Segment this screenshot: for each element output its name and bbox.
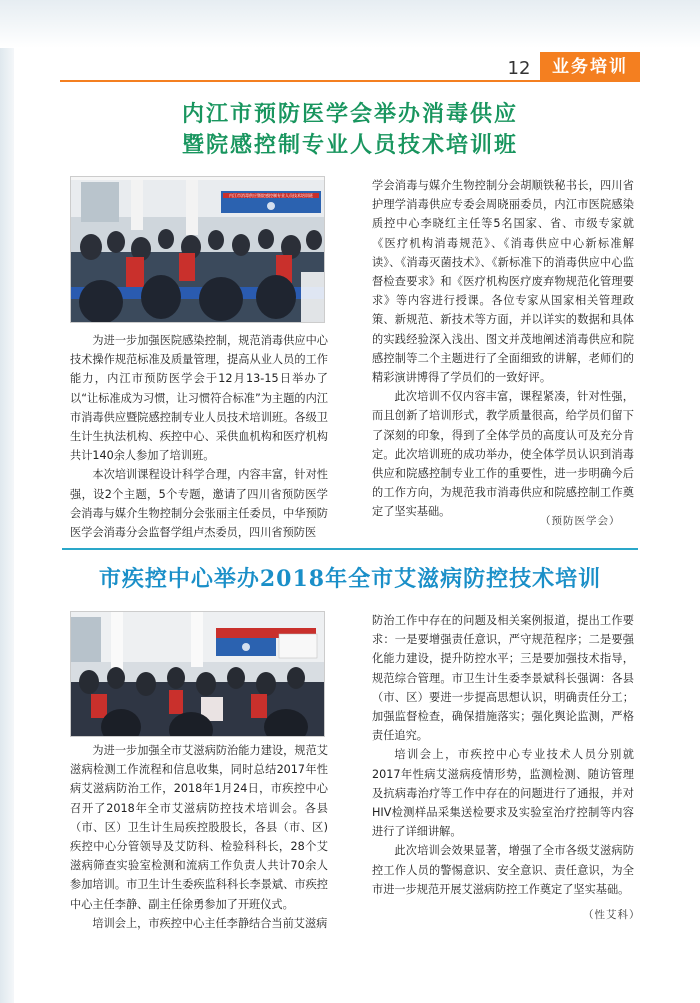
left-margin-stripe [0,0,14,1003]
article1-signature: （预防医学会） [540,515,621,527]
page-number: 12 [507,58,531,79]
article1-title-line1: 内江市预防医学会举办消毒供应 [181,102,518,127]
article1-paragraph: 学会消毒与媒介生物控制分会胡顺铁秘书长，四川省护理学消毒供应专委会周晓丽委员，内江市医院感染质控中心李晓红主任等5名国家、省、市级专家就《医疗机构消毒规范》、《消毒供应中心新标准解读》、《消毒灭菌技术》、《新标准下的消毒供应中心监督检查要求》和《医疗机构医疗废弃物规范化管理要求》等内容进行授课。各位专家从国家相关管理政策、新规范、新技术等方面，并以详实的数据和具体的实践经验深入浅出、图文并茂地阐述消毒供应和院感控制等二个主题进行了全面细致的讲解，老师们的精彩演讲博得了学员们的一致好评。 [372,179,634,385]
article2-paragraph: 防治工作中存在的问题及相关案例报道，提出工作要求：一是要增强责任意识，严守规范程序；二是要强化能力建设，提升防控水平；三是要加强技术指导，规范综合管理。市卫生计生委李景斌科长强调：各县（市、区）要进一步提高思想认识，明确责任分工；加强监督检查，确保措施落实；强化舆论监测，严格责任追究。 [372,614,634,743]
article-divider [62,548,638,550]
article1-title [60,99,640,161]
header-rule [60,80,640,82]
article1-photo [70,176,325,323]
section-tag: 业务培训 [540,52,640,82]
article1-paragraph: 为进一步加强医院感染控制，规范消毒供应中心技术操作规范标准及质量管理，提高从业人员的工作能力，内江市预防医学会于12月13-15日举办了以“让标准成为习惯，让习惯符合标准”为主题的内江市消毒供应暨院感控制专业人员技术培训班。各级卫生计生执法机构、疾控中心、采供血机构和医疗机构共计140余人参加了培训班。 [70,334,328,463]
article2-paragraph: 培训会上，市疾控中心主任李静结合当前艾滋病 [92,916,328,930]
article2-photo [70,611,325,737]
article2-right-column [372,611,634,899]
top-band [0,0,700,48]
article2-left-column [70,741,328,933]
article2-paragraph: 此次培训会效果显著，增强了全市各级艾滋病防控工作人员的警惕意识、安全意识、责任意识，为全市进一步规范开展艾滋病防控工作奠定了坚实基础。 [372,844,634,896]
article1-title-line2: 暨院感控制专业人员技术培训班 [181,133,518,158]
article1-left-column [70,331,328,542]
article2-title: 市疾控中心举办2018年全市艾滋病防控技术培训 [98,566,602,592]
lecture-hall-photo-1 [71,177,324,322]
photo1-banner-text: 内江市消毒供应暨院感控制专业人员技术培训班 [229,193,313,198]
article1-paragraph: 此次培训不仅内容丰富，课程紧凑，针对性强，而且创新了培训形式，教学质量很高，给学员们留下了深刻的印象，得到了全体学员的高度认可及充分肯定。此次培训班的成功举办，使全体学员认识到消毒供应和院感控制专业工作的重要性，进一步明确今后的工作方向，为规范我市消毒供应和院感控制工作奠定了坚实基础。 [372,390,634,519]
article1-paragraph: 本次培训课程设计科学合理，内容丰富，针对性强，设2个主题，5个专题，邀请了四川省预防医学会消毒与媒介生物控制分会张丽主任委员，中华预防医学会消毒分会监督学组卢杰委员，四川省预防医 [70,468,328,540]
lecture-hall-photo-2 [71,612,324,736]
article2-signature: （性艾科） [583,909,641,921]
article2-paragraph: 为进一步加强全市艾滋病防治能力建设，规范艾滋病检测工作流程和信息收集，同时总结2017年性病艾滋病防治工作，2018年1月24日，市疾控中心召开了2018年全市艾滋病防控技术培训会。各县（市、区）卫生计生局疾控股股长，各县（市、区)疾控中心分管领导及艾防科、检验科科长，28个艾滋病筛查实验室检测和流病工作负责人共计70余人参加培训。市卫生计生委疾监科科长李景斌、市疾控中心主任李静、副主任徐勇参加了开班仪式。 [70,744,328,911]
article2-paragraph: 培训会上，市疾控中心专业技术人员分别就2017年性病艾滋病疫情形势，监测检测、随访管理及抗病毒治疗等工作中存在的问题进行了通报，并对HIV检测样品采集送检要求及实验室治疗控制等内容进行了详细讲解。 [372,748,634,839]
article1-right-column [372,176,634,522]
